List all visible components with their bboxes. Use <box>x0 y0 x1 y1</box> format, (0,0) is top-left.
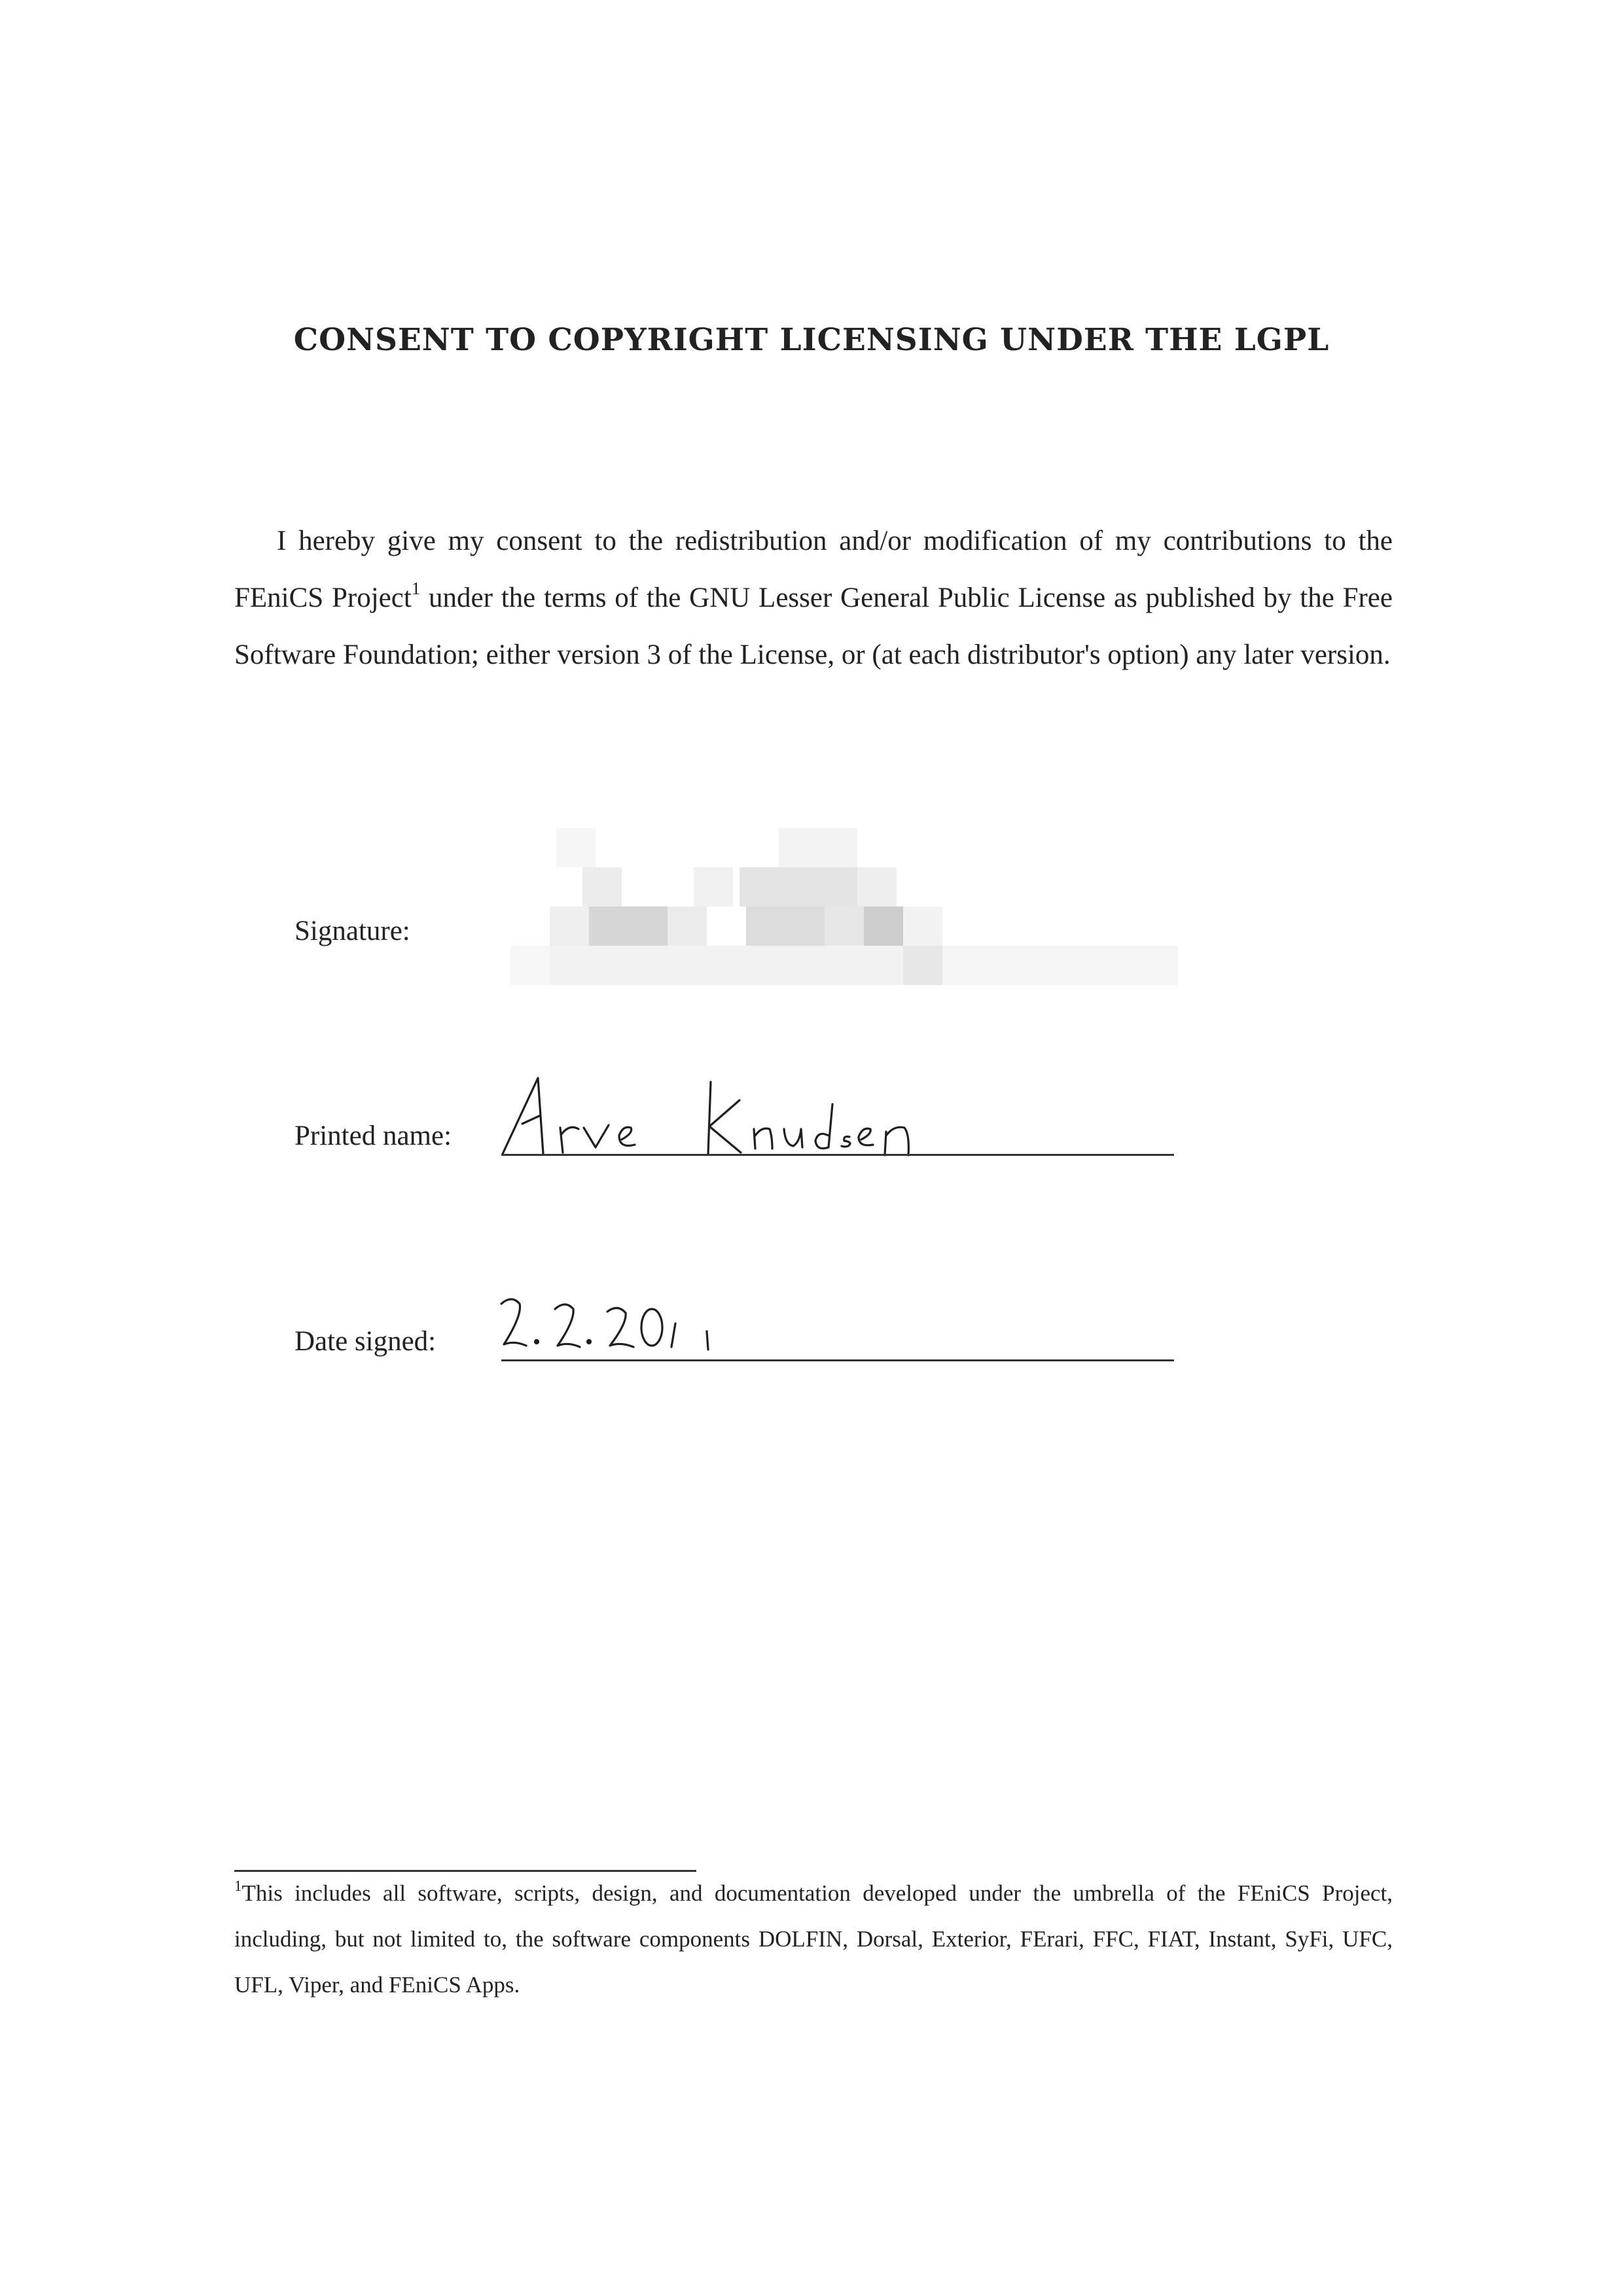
handwritten-printed-name <box>497 1064 995 1162</box>
handwritten-date <box>492 1289 780 1368</box>
signature-label: Signature: <box>294 916 410 946</box>
footnote-mark: 1 <box>234 1878 242 1894</box>
consent-text-part-1: I hereby give my consent to the redistribution and/or modification of my contributions to the FEniCS Project <box>234 526 1393 613</box>
footnote-reference-mark: 1 <box>411 579 421 598</box>
consent-paragraph <box>234 512 1393 683</box>
consent-text-part-2: under the terms of the GNU Lesser General Public License as published by the Free Software Foundation; either version 3 of the License, or (at each distributor's option) any later version. <box>234 583 1393 670</box>
footnote <box>234 1871 1393 2008</box>
redacted-signature <box>471 828 1185 985</box>
date-signed-label: Date signed: <box>294 1326 437 1357</box>
pixelated-redaction-block <box>510 828 1178 985</box>
footnote-text: This includes all software, scripts, design, and documentation developed under the umbrella of the FEniCS Project, including, but not limited to, the software components DOLFIN, Dorsal, Exterior, FErari, FFC, FIAT, Instant, SyFi, UFC, UFL, Viper, and FEniCS Apps. <box>234 1880 1393 1998</box>
document-title: CONSENT TO COPYRIGHT LICENSING UNDER THE LGPL <box>293 322 1330 358</box>
printed-name-line <box>501 1154 1174 1156</box>
printed-name-label: Printed name: <box>294 1121 452 1151</box>
date-signed-line <box>501 1359 1174 1361</box>
